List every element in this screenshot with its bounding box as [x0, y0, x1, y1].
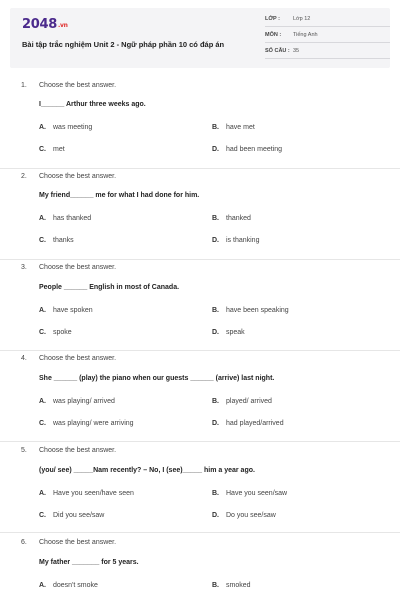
site-logo[interactable]	[22, 17, 68, 32]
option-b[interactable]: B. have been speaking	[212, 307, 289, 314]
so-cau-value: 35	[293, 48, 300, 54]
meta-lop	[265, 15, 390, 27]
question-stem: My father _______ for 5 years.	[39, 559, 139, 566]
lop-value: Lớp 12	[293, 16, 311, 22]
option-b[interactable]: B. thanked	[212, 215, 251, 222]
option-d[interactable]: D. is thanking	[212, 237, 260, 244]
question-divider	[0, 441, 400, 442]
option-d[interactable]: D. had been meeting	[212, 146, 283, 153]
option-a[interactable]: A. have spoken	[39, 307, 93, 314]
mon-label: MÔN :	[265, 32, 282, 38]
question-divider	[0, 532, 400, 533]
question-instruction: Choose the best answer.	[39, 173, 117, 180]
question-number: 2.	[21, 173, 27, 180]
option-a[interactable]: A. was playing/ arrived	[39, 398, 115, 405]
so-cau-label: SỐ CÂU :	[265, 48, 290, 54]
option-c[interactable]: C. met	[39, 146, 65, 153]
option-b[interactable]: B. have met	[212, 124, 255, 131]
meta-mon	[265, 31, 390, 43]
option-c[interactable]: C. spoke	[39, 329, 72, 336]
option-d[interactable]: D. speak	[212, 329, 245, 336]
question-number: 4.	[21, 355, 27, 362]
option-c[interactable]: C. Did you see/saw	[39, 512, 105, 519]
option-a[interactable]: A. was meeting	[39, 124, 93, 131]
option-c[interactable]: C. thanks	[39, 237, 74, 244]
worksheet-header	[10, 8, 390, 68]
question-instruction: Choose the best answer.	[39, 355, 117, 362]
question-stem: (you/ see) _____Nam recently? – No, I (see)_____ him a year ago.	[39, 467, 255, 474]
question-instruction: Choose the best answer.	[39, 447, 117, 454]
document-title: Bài tập trắc nghiệm Unit 2 - Ngữ pháp phần 10 có đáp án	[22, 40, 225, 49]
option-c[interactable]: C. was playing/ were arriving	[39, 420, 134, 427]
question-number: 6.	[21, 539, 27, 546]
option-d[interactable]: D. had played/arrived	[212, 420, 284, 427]
question-number: 3.	[21, 264, 27, 271]
question-divider	[0, 259, 400, 260]
question-instruction: Choose the best answer.	[39, 82, 117, 89]
option-b[interactable]: B. played/ arrived	[212, 398, 272, 405]
option-b[interactable]: B. Have you seen/saw	[212, 490, 288, 497]
option-d[interactable]: D. Do you see/saw	[212, 512, 276, 519]
question-stem: I______ Arthur three weeks ago.	[39, 101, 146, 108]
lop-label: LỚP :	[265, 16, 280, 22]
question-stem: People ______ English in most of Canada.	[39, 284, 180, 291]
option-b[interactable]: B. smoked	[212, 582, 251, 589]
question-stem: She ______ (play) the piano when our guests ______ (arrive) last night.	[39, 375, 275, 382]
meta-so-cau	[265, 47, 390, 59]
question-divider	[0, 350, 400, 351]
question-instruction: Choose the best answer.	[39, 539, 117, 546]
option-a[interactable]: A. Have you seen/have seen	[39, 490, 134, 497]
option-a[interactable]: A. doesn't smoke	[39, 582, 98, 589]
question-stem: My friend______ me for what I had done for him.	[39, 192, 200, 199]
question-number: 1.	[21, 82, 27, 89]
logo-suffix: .vn	[57, 22, 68, 29]
option-a[interactable]: A. has thanked	[39, 215, 92, 222]
question-divider	[0, 168, 400, 169]
mon-value: Tiếng Anh	[293, 32, 318, 38]
question-instruction: Choose the best answer.	[39, 264, 117, 271]
logo-main: 2048	[22, 17, 57, 32]
question-number: 5.	[21, 447, 27, 454]
